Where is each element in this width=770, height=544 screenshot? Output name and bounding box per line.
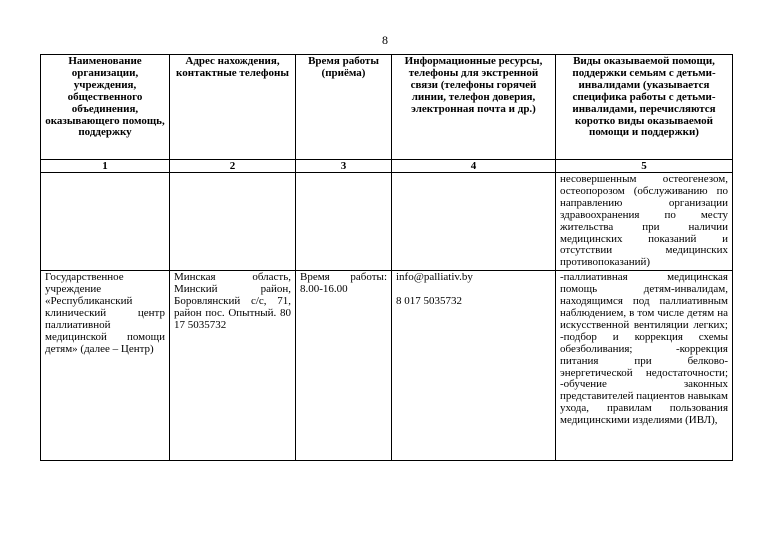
organization-name-cell: Государственное учреждение «Республиканский клинический центр паллиативной медицинской помощи детям» (далее – Центр) bbox=[41, 271, 170, 461]
hours-cell: Время работы: 8.00-16.00 bbox=[296, 271, 392, 461]
column-number-row bbox=[41, 160, 733, 173]
column-number: 3 bbox=[296, 160, 392, 173]
header-contacts: Информационные ресурсы, телефоны для экстренной связи (телефоны горячей линии, телефон доверия, электронная почта и др.) bbox=[392, 55, 556, 160]
contacts-cell bbox=[392, 173, 556, 271]
table-row bbox=[41, 271, 733, 461]
table-header-row bbox=[41, 55, 733, 160]
column-number: 2 bbox=[170, 160, 296, 173]
address-cell bbox=[170, 173, 296, 271]
header-organization: Наименование организации, учреждения, общественного объединения, оказывающего помощь, поддержку bbox=[41, 55, 170, 160]
column-number: 1 bbox=[41, 160, 170, 173]
address-cell: Минская область, Минский район, Боровлянский с/с, 71, район пос. Опытный. 80 17 5035732 bbox=[170, 271, 296, 461]
support-organizations-table bbox=[40, 54, 733, 461]
page-number: 8 bbox=[382, 33, 388, 47]
phone-number: 8 017 5035732 bbox=[396, 295, 462, 308]
header-services: Виды оказываемой помощи, поддержки семьям с детьми-инвалидами (указывается специфика работы с детьми-инвалидами, перечисляются коротко виды оказываемой помощи и поддержки) bbox=[556, 55, 733, 160]
organization-name-cell bbox=[41, 173, 170, 271]
hours-cell bbox=[296, 173, 392, 271]
services-cell: -паллиативная медицинская помощь детям-инвалидам, находящимся под паллиативным наблюдением, в том числе детям на искусственной вентиляции легких; -подбор и коррекция схемы обезболивания; -коррекция питания при белково-энергетической недостаточности; -обучение законных представителей пациентов навыкам ухода, правилам пользования медицинскими изделиями (ИВЛ), bbox=[556, 271, 733, 461]
services-cell: несовершенным остеогенезом, остеопорозом (обслуживанию по направлению организации здравоохранения по месту жительства при наличии медицинских показаний и отсутствии медицинских противопоказаний) bbox=[556, 173, 733, 271]
header-address: Адрес нахождения, контактные телефоны bbox=[170, 55, 296, 160]
column-number: 5 bbox=[556, 160, 733, 173]
email-link[interactable]: info@palliativ.by bbox=[396, 271, 473, 284]
table-row bbox=[41, 173, 733, 271]
header-hours: Время работы (приёма) bbox=[296, 55, 392, 160]
column-number: 4 bbox=[392, 160, 556, 173]
contacts-cell bbox=[392, 271, 556, 461]
